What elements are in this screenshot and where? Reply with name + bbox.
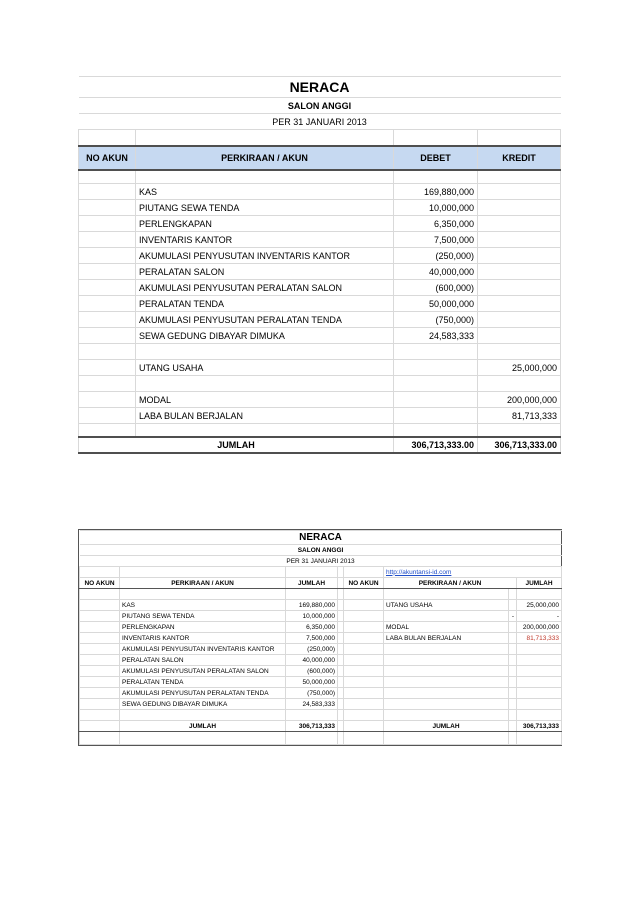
sheet2-period: PER 31 JANUARI 2013 [80,556,562,567]
no-akun-cell [79,312,136,328]
no-akun-cell [344,655,384,666]
table-row [80,633,562,644]
kredit-cell [478,216,561,232]
account-rows [79,184,561,424]
sheet2-total-label-left: JUMLAH [120,721,286,732]
kredit-cell: 25,000,000 [478,360,561,376]
no-akun-cell [79,200,136,216]
kredit-cell [478,232,561,248]
balance-sheet-compact [78,529,562,746]
debet-cell: (750,000) [394,312,478,328]
akun-cell-right: UTANG USAHA [384,600,509,611]
table-row [79,184,561,200]
jumlah-cell-left: 40,000,000 [286,655,338,666]
table-row [79,408,561,424]
no-akun-cell [80,699,120,710]
table-row [79,296,561,312]
table-row [79,312,561,328]
akun-cell-left: KAS [120,600,286,611]
sheet2-total-right: 306,713,333 [517,721,562,732]
kredit-cell: 200,000,000 [478,392,561,408]
no-akun-cell [80,688,120,699]
table-row [80,677,562,688]
no-akun-cell [79,296,136,312]
jumlah-cell-left: (250,000) [286,644,338,655]
debet-cell: 24,583,333 [394,328,478,344]
table-header [79,146,561,170]
no-akun-cell [80,600,120,611]
kredit-cell [478,328,561,344]
akun-cell-left: AKUMULASI PENYUSUTAN INVENTARIS KANTOR [120,644,286,655]
table-row [79,264,561,280]
no-akun-cell [79,264,136,280]
kredit-cell [478,184,561,200]
balance-sheet-compact-table [79,530,562,745]
jumlah-cell-left: 10,000,000 [286,611,338,622]
table-row [80,655,562,666]
jumlah-cell-right: 25,000,000 [517,600,562,611]
akun-cell-right: LABA BULAN BERJALAN [384,633,509,644]
no-akun-cell [79,280,136,296]
header-no-akun-right: NO AKUN [344,578,384,589]
no-akun-cell [79,376,136,392]
header-perkiraan-right: PERKIRAAN / AKUN [384,578,517,589]
no-akun-cell [79,216,136,232]
no-akun-cell [79,184,136,200]
no-akun-cell [80,655,120,666]
table-row [80,611,562,622]
no-akun-cell [79,408,136,424]
no-akun-cell [344,611,384,622]
akun-cell: PIUTANG SEWA TENDA [136,200,394,216]
jumlah-cell-right: 81,713,333 [517,633,562,644]
no-akun-cell [344,600,384,611]
jumlah-cell-left: (600,000) [286,666,338,677]
header-debet: DEBET [394,146,478,170]
header-kredit: KREDIT [478,146,561,170]
company-name: SALON ANGGI [79,98,561,114]
jumlah-cell-left: (750,000) [286,688,338,699]
debet-cell: (600,000) [394,280,478,296]
debet-cell [394,360,478,376]
akun-cell: SEWA GEDUNG DIBAYAR DIMUKA [136,328,394,344]
table-row [80,644,562,655]
kredit-cell: 81,713,333 [478,408,561,424]
debet-cell: 169,880,000 [394,184,478,200]
kredit-cell [478,312,561,328]
no-akun-cell [344,633,384,644]
table-row [79,232,561,248]
akun-cell [136,344,394,360]
sub-cell-right: - [509,611,517,622]
akun-cell-left: PIUTANG SEWA TENDA [120,611,286,622]
jumlah-cell-left: 7,500,000 [286,633,338,644]
no-akun-cell [344,666,384,677]
akun-cell: KAS [136,184,394,200]
kredit-cell [478,248,561,264]
sub-cell-right [509,633,517,644]
table-row [79,344,561,360]
akun-cell: UTANG USAHA [136,360,394,376]
kredit-cell [478,344,561,360]
table-row [80,688,562,699]
akun-cell: PERALATAN SALON [136,264,394,280]
jumlah-cell-left: 24,583,333 [286,699,338,710]
jumlah-cell-left: 50,000,000 [286,677,338,688]
no-akun-cell [79,360,136,376]
no-akun-cell [79,344,136,360]
akun-cell-left: AKUMULASI PENYUSUTAN PERALATAN TENDA [120,688,286,699]
total-label: JUMLAH [79,437,394,453]
no-akun-cell [80,611,120,622]
jumlah-cell-right: - [517,611,562,622]
table-row [79,328,561,344]
akun-cell-left: PERALATAN SALON [120,655,286,666]
sheet2-total-label-right: JUMLAH [384,721,509,732]
akun-cell: AKUMULASI PENYUSUTAN INVENTARIS KANTOR [136,248,394,264]
akun-cell [136,376,394,392]
sheet2-total-row [80,721,562,732]
sheet2-header [80,578,562,589]
no-akun-cell [80,677,120,688]
akun-cell-left: INVENTARIS KANTOR [120,633,286,644]
kredit-cell [478,280,561,296]
table-row [80,622,562,633]
akun-cell: INVENTARIS KANTOR [136,232,394,248]
header-jumlah-left: JUMLAH [286,578,338,589]
source-link[interactable]: http://akuntansi-id.com [386,568,452,576]
akun-cell-left: PERLENGKAPAN [120,622,286,633]
no-akun-cell [80,622,120,633]
table-row [79,392,561,408]
kredit-cell [478,376,561,392]
debet-cell: 7,500,000 [394,232,478,248]
kredit-cell [478,264,561,280]
no-akun-cell [80,644,120,655]
sub-cell-right [509,600,517,611]
sheet-title: NERACA [79,77,561,98]
akun-cell: PERALATAN TENDA [136,296,394,312]
sheet2-company: SALON ANGGI [80,545,562,556]
kredit-cell [478,200,561,216]
debet-cell: 6,350,000 [394,216,478,232]
debet-cell: (250,000) [394,248,478,264]
balance-sheet-detailed [78,76,560,454]
jumlah-cell-right: 200,000,000 [517,622,562,633]
akun-cell: MODAL [136,392,394,408]
akun-cell-right: MODAL [384,622,509,633]
debet-cell: 40,000,000 [394,264,478,280]
table-row [79,280,561,296]
total-debet: 306,713,333.00 [394,437,478,453]
akun-cell-left: AKUMULASI PENYUSUTAN PERALATAN SALON [120,666,286,677]
jumlah-cell-left: 169,880,000 [286,600,338,611]
akun-cell-left: SEWA GEDUNG DIBAYAR DIMUKA [120,699,286,710]
table-row [79,376,561,392]
no-akun-cell [344,644,384,655]
debet-cell: 10,000,000 [394,200,478,216]
total-kredit: 306,713,333.00 [478,437,561,453]
akun-cell-right [384,611,509,622]
no-akun-cell [79,392,136,408]
sub-cell-right [509,622,517,633]
akun-cell: PERLENGKAPAN [136,216,394,232]
header-no-akun-left: NO AKUN [80,578,120,589]
no-akun-cell [344,688,384,699]
table-row [80,666,562,677]
sheet2-title: NERACA [80,531,562,545]
akun-cell: AKUMULASI PENYUSUTAN PERALATAN TENDA [136,312,394,328]
no-akun-cell [79,328,136,344]
no-akun-cell [344,699,384,710]
jumlah-cell-left: 6,350,000 [286,622,338,633]
no-akun-cell [79,248,136,264]
debet-cell [394,344,478,360]
akun-cell: AKUMULASI PENYUSUTAN PERALATAN SALON [136,280,394,296]
sheet2-rows [80,600,562,710]
table-row [79,200,561,216]
table-row [79,248,561,264]
debet-cell [394,376,478,392]
header-jumlah-right: JUMLAH [517,578,562,589]
header-no-akun: NO AKUN [79,146,136,170]
total-row [79,437,561,453]
no-akun-cell [79,232,136,248]
report-period: PER 31 JANUARI 2013 [79,114,561,130]
table-row [79,216,561,232]
no-akun-cell [80,633,120,644]
header-perkiraan: PERKIRAAN / AKUN [136,146,394,170]
debet-cell: 50,000,000 [394,296,478,312]
akun-cell-left: PERALATAN TENDA [120,677,286,688]
kredit-cell [478,296,561,312]
header-perkiraan-left: PERKIRAAN / AKUN [120,578,286,589]
debet-cell [394,408,478,424]
no-akun-cell [344,677,384,688]
no-akun-cell [344,622,384,633]
sheet2-total-left: 306,713,333 [286,721,338,732]
table-row [80,699,562,710]
balance-sheet-table [78,76,561,454]
table-row [80,600,562,611]
akun-cell: LABA BULAN BERJALAN [136,408,394,424]
table-row [79,360,561,376]
debet-cell [394,392,478,408]
no-akun-cell [80,666,120,677]
